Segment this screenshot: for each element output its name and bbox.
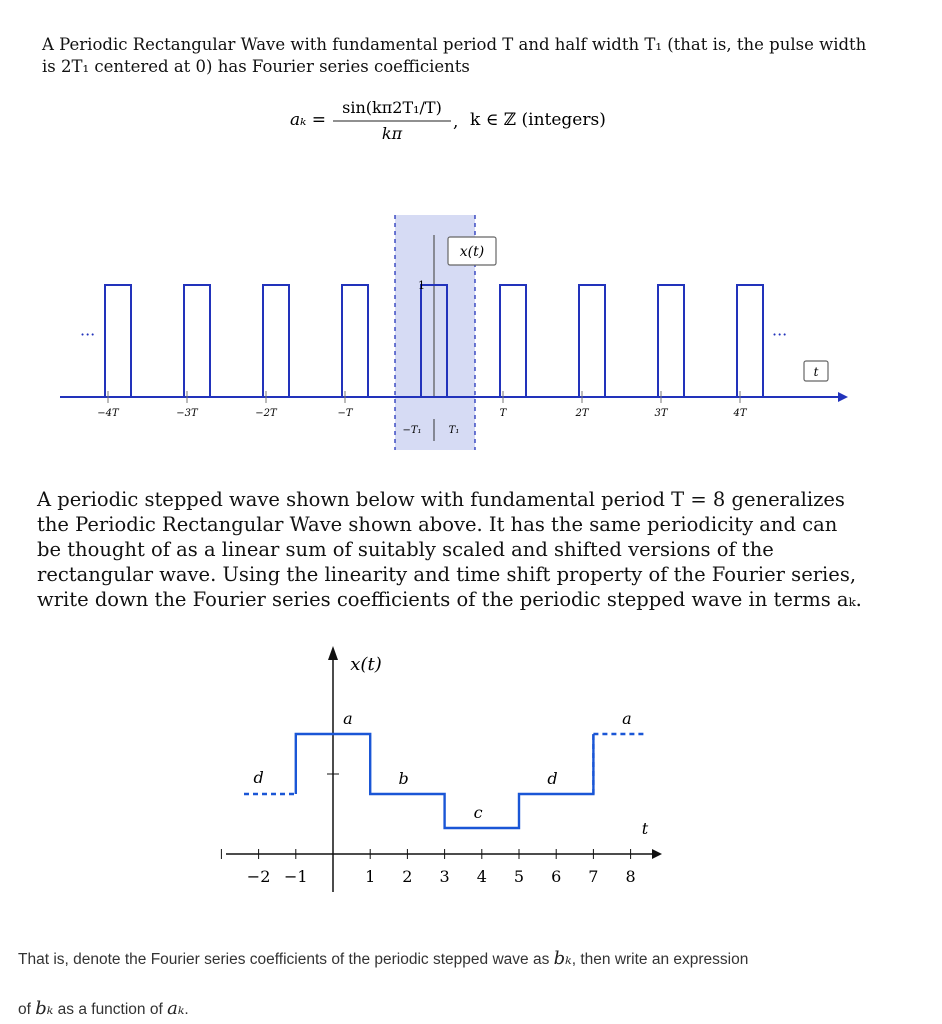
- tick-label: 4T: [733, 408, 747, 419]
- x-tick-label: 2: [402, 867, 413, 886]
- tick-label: −4T: [97, 408, 119, 419]
- left-ellipsis: ···: [80, 325, 96, 344]
- coefficient-formula: [0, 95, 942, 155]
- tick-label: 2T: [575, 408, 589, 419]
- question-text-5: .: [184, 1001, 189, 1018]
- x-axis-arrow: [652, 849, 662, 859]
- problem-text: A periodic stepped wave shown below with fundamental period T = 8 generalizes the Periodic Rectangular Wave shown above. It has the same periodicity and can be thought of as a linear sum of suitably scaled and shifted versions of the rectangular wave. Using the linearity and time shift property of the Fourier series, write down the Fourier series coefficients of the periodic stepped wave in terms aₖ.: [37, 488, 862, 611]
- x-tick-label: 6: [551, 867, 562, 886]
- question-line-1: [18, 946, 918, 973]
- x-tick-label: 4: [476, 867, 487, 886]
- bk-symbol: bₖ: [553, 948, 572, 969]
- x-tick-label: 5: [513, 867, 525, 886]
- right-ellipsis: ···: [772, 325, 788, 344]
- rectangular-wave-figure: [0, 205, 942, 455]
- question-line-2: [18, 998, 918, 1019]
- amplitude-label: 1: [418, 279, 425, 292]
- formula-comma: ,: [453, 112, 459, 132]
- question-text-2: , then write an expression: [571, 951, 749, 968]
- intro-text: A Periodic Rectangular Wave with fundamental period T and half width T₁ (that is, the pulse width is 2T₁ centered at 0) has Fourier series coefficients: [42, 35, 867, 76]
- tick-label: −2T: [255, 408, 277, 419]
- formula-denominator: kπ: [381, 124, 403, 143]
- x-tick-label: 7: [588, 867, 599, 886]
- level-label-b: b: [398, 769, 409, 788]
- problem-paragraph: [37, 487, 867, 612]
- formula-condition: k ∈ ℤ (integers): [470, 110, 606, 130]
- level-label-a: a: [622, 709, 632, 728]
- ak-symbol: aₖ: [167, 998, 185, 1019]
- x-axis-label: t: [641, 819, 649, 838]
- tick-label: T: [499, 408, 507, 419]
- chart-axes: [221, 646, 662, 892]
- t1-label: T₁: [448, 425, 460, 436]
- signal-label: x(t): [459, 244, 485, 260]
- level-label-d: d: [547, 769, 558, 788]
- tick-label: −T: [337, 408, 353, 419]
- question-text-3: of: [18, 1001, 31, 1018]
- t-axis-label: t: [813, 365, 819, 379]
- formula-lhs: aₖ =: [290, 110, 326, 130]
- stepped-wave-chart: [0, 640, 942, 900]
- x-tick-label: 3: [439, 867, 450, 886]
- stepped-wave: [244, 734, 645, 828]
- bk-symbol-2: bₖ: [35, 998, 54, 1019]
- x-tick-label: −2: [246, 867, 271, 886]
- level-label-d: d: [253, 768, 264, 787]
- time-axis-arrow: [838, 392, 848, 402]
- question-text-1: That is, denote the Fourier series coefficients of the periodic stepped wave as: [18, 951, 550, 968]
- chart-labels: [247, 654, 649, 886]
- x-tick-label: −1: [284, 867, 308, 886]
- neg-t1-label: −T₁: [402, 425, 422, 436]
- intro-paragraph: [42, 34, 872, 78]
- tick-label: 3T: [654, 408, 668, 419]
- chart-title: x(t): [350, 654, 382, 675]
- tick-label: −3T: [176, 408, 198, 419]
- x-tick-label: 1: [365, 867, 376, 886]
- level-label-a: a: [343, 709, 353, 728]
- question-text-4: as a function of: [57, 1001, 163, 1018]
- formula-numerator: sin(kπ2T₁/T): [342, 98, 442, 117]
- level-label-c: c: [473, 803, 483, 822]
- x-tick-label: 8: [625, 867, 636, 886]
- y-axis-arrow: [328, 646, 338, 660]
